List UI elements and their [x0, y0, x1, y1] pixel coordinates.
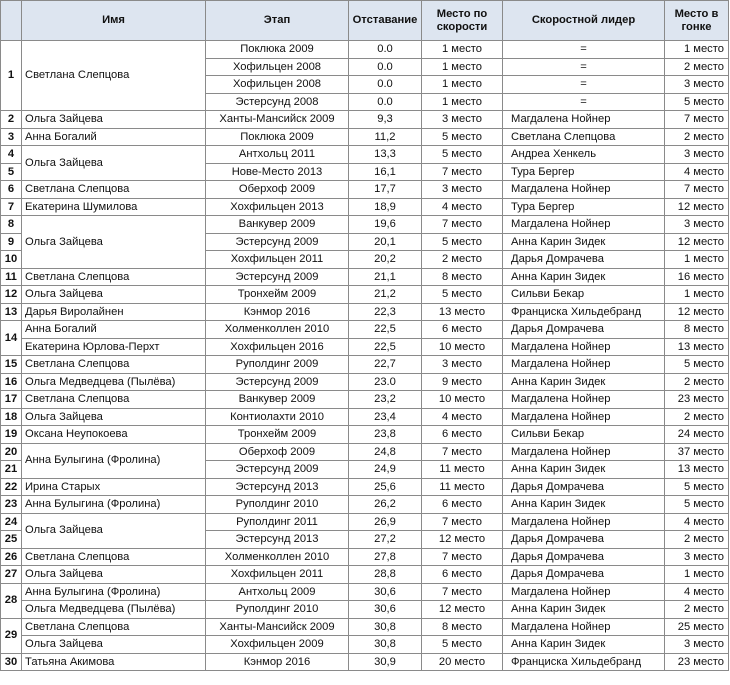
gap-value: 0.0	[349, 41, 422, 59]
gap-value: 11,2	[349, 128, 422, 146]
speed-place: 12 место	[422, 531, 503, 549]
stage-name: Антхольц 2011	[206, 146, 349, 164]
row-number: 8	[1, 216, 22, 234]
table-row	[1, 268, 729, 286]
race-place: 12 место	[665, 303, 729, 321]
race-place: 2 место	[665, 128, 729, 146]
race-place: 2 место	[665, 408, 729, 426]
row-number: 19	[1, 426, 22, 444]
athlete-name: Ольга Зайцева	[22, 636, 206, 654]
table-row	[1, 583, 729, 601]
athlete-name: Светлана Слепцова	[22, 181, 206, 199]
athlete-name: Дарья Виролайнен	[22, 303, 206, 321]
table-row	[1, 338, 729, 356]
speed-leader: Магдалена Нойнер	[503, 443, 665, 461]
athlete-name: Татьяна Акимова	[22, 653, 206, 671]
gap-value: 20,1	[349, 233, 422, 251]
table-row	[1, 566, 729, 584]
gap-value: 22,5	[349, 321, 422, 339]
athlete-name: Светлана Слепцова	[22, 391, 206, 409]
athlete-name: Ольга Зайцева	[22, 286, 206, 304]
speed-leader: Анна Карин Зидек	[503, 373, 665, 391]
speed-place: 5 место	[422, 636, 503, 654]
gap-value: 21,1	[349, 268, 422, 286]
gap-value: 28,8	[349, 566, 422, 584]
header-name: Имя	[22, 1, 206, 41]
row-number: 30	[1, 653, 22, 671]
athlete-name: Анна Богалий	[22, 321, 206, 339]
speed-place: 6 место	[422, 496, 503, 514]
stage-name: Оберхоф 2009	[206, 181, 349, 199]
speed-place: 3 место	[422, 181, 503, 199]
speed-place: 6 место	[422, 566, 503, 584]
table-row	[1, 128, 729, 146]
speed-place: 8 место	[422, 618, 503, 636]
gap-value: 27,2	[349, 531, 422, 549]
athlete-name: Ольга Медведцева (Пылёва)	[22, 601, 206, 619]
stage-name: Холменколлен 2010	[206, 321, 349, 339]
header-num	[1, 1, 22, 41]
gap-value: 23,4	[349, 408, 422, 426]
gap-value: 22,3	[349, 303, 422, 321]
stage-name: Ханты-Мансийск 2009	[206, 618, 349, 636]
speed-leader: Дарья Домрачева	[503, 548, 665, 566]
stage-name: Руполдинг 2009	[206, 356, 349, 374]
stage-name: Антхольц 2009	[206, 583, 349, 601]
gap-value: 0.0	[349, 76, 422, 94]
stage-name: Поклюка 2009	[206, 128, 349, 146]
row-number: 28	[1, 583, 22, 618]
speed-place: 7 место	[422, 216, 503, 234]
stage-name: Контиолахти 2010	[206, 408, 349, 426]
row-number: 22	[1, 478, 22, 496]
table-row	[1, 181, 729, 199]
table-row	[1, 373, 729, 391]
gap-value: 21,2	[349, 286, 422, 304]
race-place: 2 место	[665, 601, 729, 619]
row-number: 20	[1, 443, 22, 461]
speed-leader: Светлана Слепцова	[503, 128, 665, 146]
table-row	[1, 321, 729, 339]
speed-leader: Анна Карин Зидек	[503, 636, 665, 654]
speed-place: 2 место	[422, 251, 503, 269]
athlete-name: Светлана Слепцова	[22, 268, 206, 286]
table-row	[1, 496, 729, 514]
race-place: 25 место	[665, 618, 729, 636]
athlete-name: Светлана Слепцова	[22, 41, 206, 111]
table-row	[1, 111, 729, 129]
gap-value: 23,2	[349, 391, 422, 409]
race-place: 5 место	[665, 93, 729, 111]
stage-name: Нове-Место 2013	[206, 163, 349, 181]
athlete-name: Анна Богалий	[22, 128, 206, 146]
stage-name: Эстерсунд 2009	[206, 373, 349, 391]
stage-name: Оберхоф 2009	[206, 443, 349, 461]
speed-leader: Тура Бергер	[503, 163, 665, 181]
row-number: 26	[1, 548, 22, 566]
header-gap: Отставание	[349, 1, 422, 41]
speed-leader: Магдалена Нойнер	[503, 181, 665, 199]
row-number: 15	[1, 356, 22, 374]
race-place: 16 место	[665, 268, 729, 286]
table-row	[1, 636, 729, 654]
gap-value: 27,8	[349, 548, 422, 566]
speed-leader: Магдалена Нойнер	[503, 583, 665, 601]
speed-leader: =	[503, 41, 665, 59]
header-speed-place: Место по скорости	[422, 1, 503, 41]
header-stage: Этап	[206, 1, 349, 41]
speed-leader: Дарья Домрачева	[503, 478, 665, 496]
gap-value: 26,9	[349, 513, 422, 531]
speed-leader: Анна Карин Зидек	[503, 268, 665, 286]
race-place: 3 место	[665, 146, 729, 164]
athlete-name: Оксана Неупокоева	[22, 426, 206, 444]
stage-name: Эстерсунд 2009	[206, 461, 349, 479]
gap-value: 16,1	[349, 163, 422, 181]
speed-leader: Магдалена Нойнер	[503, 408, 665, 426]
athlete-name: Светлана Слепцова	[22, 356, 206, 374]
athlete-name: Ольга Зайцева	[22, 408, 206, 426]
stage-name: Хохфильцен 2009	[206, 636, 349, 654]
table-row	[1, 426, 729, 444]
row-number: 27	[1, 566, 22, 584]
race-place: 3 место	[665, 216, 729, 234]
stage-name: Хохфильцен 2013	[206, 198, 349, 216]
header-leader: Скоростной лидер	[503, 1, 665, 41]
athlete-name: Ольга Зайцева	[22, 111, 206, 129]
stage-name: Руполдинг 2010	[206, 601, 349, 619]
table-row	[1, 198, 729, 216]
speed-place: 7 место	[422, 513, 503, 531]
race-place: 5 место	[665, 356, 729, 374]
gap-value: 22,5	[349, 338, 422, 356]
speed-place: 7 место	[422, 163, 503, 181]
race-place: 1 место	[665, 566, 729, 584]
speed-leader: Дарья Домрачева	[503, 321, 665, 339]
row-number: 29	[1, 618, 22, 653]
row-number: 11	[1, 268, 22, 286]
speed-place: 1 место	[422, 41, 503, 59]
speed-place: 20 место	[422, 653, 503, 671]
row-number: 17	[1, 391, 22, 409]
race-place: 13 место	[665, 461, 729, 479]
race-place: 3 место	[665, 636, 729, 654]
race-place: 2 место	[665, 531, 729, 549]
gap-value: 23,8	[349, 426, 422, 444]
row-number: 24	[1, 513, 22, 531]
race-place: 2 место	[665, 58, 729, 76]
row-number: 4	[1, 146, 22, 164]
speed-place: 1 место	[422, 58, 503, 76]
gap-value: 30,6	[349, 601, 422, 619]
athlete-name: Екатерина Юрлова-Перхт	[22, 338, 206, 356]
athlete-name: Светлана Слепцова	[22, 548, 206, 566]
race-place: 1 место	[665, 251, 729, 269]
speed-place: 7 место	[422, 443, 503, 461]
table-row	[1, 618, 729, 636]
speed-leader: Анна Карин Зидек	[503, 461, 665, 479]
race-place: 5 место	[665, 496, 729, 514]
race-place: 13 место	[665, 338, 729, 356]
race-place: 12 место	[665, 198, 729, 216]
race-place: 3 место	[665, 548, 729, 566]
speed-leader: Дарья Домрачева	[503, 566, 665, 584]
stage-name: Тронхейм 2009	[206, 286, 349, 304]
table-body	[1, 41, 729, 671]
gap-value: 13,3	[349, 146, 422, 164]
speed-place: 1 место	[422, 93, 503, 111]
stage-name: Хохфильцен 2016	[206, 338, 349, 356]
gap-value: 0.0	[349, 58, 422, 76]
speed-leader: Тура Бергер	[503, 198, 665, 216]
stage-name: Эстерсунд 2009	[206, 233, 349, 251]
speed-leader: Магдалена Нойнер	[503, 356, 665, 374]
speed-leader: =	[503, 93, 665, 111]
gap-value: 26,2	[349, 496, 422, 514]
gap-value: 0.0	[349, 93, 422, 111]
athlete-name: Ольга Зайцева	[22, 513, 206, 548]
table-row	[1, 443, 729, 461]
race-place: 1 место	[665, 41, 729, 59]
row-number: 6	[1, 181, 22, 199]
row-number: 10	[1, 251, 22, 269]
stage-name: Кэнмор 2016	[206, 653, 349, 671]
speed-leader: Магдалена Нойнер	[503, 338, 665, 356]
speed-place: 8 место	[422, 268, 503, 286]
speed-place: 12 место	[422, 601, 503, 619]
row-number: 7	[1, 198, 22, 216]
stage-name: Руполдинг 2011	[206, 513, 349, 531]
race-place: 23 место	[665, 653, 729, 671]
table-row	[1, 146, 729, 164]
race-place: 7 место	[665, 181, 729, 199]
race-place: 37 место	[665, 443, 729, 461]
gap-value: 30,8	[349, 618, 422, 636]
speed-place: 11 место	[422, 461, 503, 479]
race-place: 5 место	[665, 478, 729, 496]
row-number: 25	[1, 531, 22, 549]
gap-value: 30,6	[349, 583, 422, 601]
speed-place: 10 место	[422, 338, 503, 356]
row-number: 16	[1, 373, 22, 391]
athlete-name: Анна Булыгина (Фролина)	[22, 496, 206, 514]
speed-leader: Дарья Домрачева	[503, 531, 665, 549]
speed-leader: Магдалена Нойнер	[503, 391, 665, 409]
athlete-name: Ольга Зайцева	[22, 566, 206, 584]
row-number: 18	[1, 408, 22, 426]
speed-leader: Магдалена Нойнер	[503, 216, 665, 234]
speed-leader: Франциска Хильдебранд	[503, 653, 665, 671]
stage-name: Хохфильцен 2011	[206, 566, 349, 584]
stage-name: Ванкувер 2009	[206, 391, 349, 409]
table-row	[1, 356, 729, 374]
header-race-place: Место в гонке	[665, 1, 729, 41]
speed-leader: =	[503, 58, 665, 76]
speed-leader: Франциска Хильдебранд	[503, 303, 665, 321]
speed-leader: Анна Карин Зидек	[503, 601, 665, 619]
speed-place: 10 место	[422, 391, 503, 409]
speed-place: 7 место	[422, 548, 503, 566]
speed-leader: Магдалена Нойнер	[503, 513, 665, 531]
stage-name: Ханты-Мансийск 2009	[206, 111, 349, 129]
athlete-name: Ольга Зайцева	[22, 216, 206, 269]
row-number: 3	[1, 128, 22, 146]
speed-leader: Сильви Бекар	[503, 426, 665, 444]
athlete-name: Екатерина Шумилова	[22, 198, 206, 216]
speed-leader: Магдалена Нойнер	[503, 111, 665, 129]
table-row	[1, 653, 729, 671]
speed-place: 5 место	[422, 233, 503, 251]
header-row	[1, 1, 729, 41]
athlete-name: Анна Булыгина (Фролина)	[22, 443, 206, 478]
table-row	[1, 601, 729, 619]
race-place: 7 место	[665, 111, 729, 129]
row-number: 21	[1, 461, 22, 479]
speed-leader: =	[503, 76, 665, 94]
speed-leader: Анна Карин Зидек	[503, 496, 665, 514]
table-row	[1, 303, 729, 321]
table-row	[1, 478, 729, 496]
table-row	[1, 286, 729, 304]
athlete-name: Анна Булыгина (Фролина)	[22, 583, 206, 601]
gap-value: 24,8	[349, 443, 422, 461]
speed-place: 13 место	[422, 303, 503, 321]
stage-name: Эстерсунд 2008	[206, 93, 349, 111]
stage-name: Хохфильцен 2011	[206, 251, 349, 269]
table-row	[1, 216, 729, 234]
row-number: 1	[1, 41, 22, 111]
stage-name: Хофильцен 2008	[206, 76, 349, 94]
speed-leader: Сильви Бекар	[503, 286, 665, 304]
speed-place: 7 место	[422, 583, 503, 601]
stage-name: Поклюка 2009	[206, 41, 349, 59]
stage-name: Руполдинг 2010	[206, 496, 349, 514]
speed-place: 5 место	[422, 146, 503, 164]
speed-leader: Магдалена Нойнер	[503, 618, 665, 636]
table-row	[1, 513, 729, 531]
gap-value: 19,6	[349, 216, 422, 234]
speed-place: 6 место	[422, 426, 503, 444]
speed-place: 3 место	[422, 111, 503, 129]
race-place: 23 место	[665, 391, 729, 409]
athlete-name: Ирина Старых	[22, 478, 206, 496]
speed-place: 4 место	[422, 198, 503, 216]
row-number: 13	[1, 303, 22, 321]
speed-place: 9 место	[422, 373, 503, 391]
gap-value: 9,3	[349, 111, 422, 129]
table-row	[1, 548, 729, 566]
gap-value: 17,7	[349, 181, 422, 199]
gap-value: 22,7	[349, 356, 422, 374]
row-number: 5	[1, 163, 22, 181]
athlete-name: Ольга Зайцева	[22, 146, 206, 181]
row-number: 14	[1, 321, 22, 356]
gap-value: 23.0	[349, 373, 422, 391]
speed-place: 5 место	[422, 286, 503, 304]
speed-place: 4 место	[422, 408, 503, 426]
row-number: 9	[1, 233, 22, 251]
stage-name: Тронхейм 2009	[206, 426, 349, 444]
speed-place: 3 место	[422, 356, 503, 374]
speed-leader: Андреа Хенкель	[503, 146, 665, 164]
stage-name: Холменколлен 2010	[206, 548, 349, 566]
speed-leader: Дарья Домрачева	[503, 251, 665, 269]
stage-name: Кэнмор 2016	[206, 303, 349, 321]
stage-name: Эстерсунд 2013	[206, 531, 349, 549]
race-place: 24 место	[665, 426, 729, 444]
athlete-name: Светлана Слепцова	[22, 618, 206, 636]
stage-name: Хофильцен 2008	[206, 58, 349, 76]
race-place: 2 место	[665, 373, 729, 391]
gap-value: 30,8	[349, 636, 422, 654]
speed-place: 1 место	[422, 76, 503, 94]
row-number: 23	[1, 496, 22, 514]
race-place: 4 место	[665, 513, 729, 531]
table-row	[1, 391, 729, 409]
race-place: 4 место	[665, 163, 729, 181]
speed-place: 6 место	[422, 321, 503, 339]
stage-name: Эстерсунд 2009	[206, 268, 349, 286]
race-place: 12 место	[665, 233, 729, 251]
gap-value: 25,6	[349, 478, 422, 496]
speed-place: 5 место	[422, 128, 503, 146]
row-number: 2	[1, 111, 22, 129]
row-number: 12	[1, 286, 22, 304]
race-place: 3 место	[665, 76, 729, 94]
gap-value: 18,9	[349, 198, 422, 216]
speed-place: 11 место	[422, 478, 503, 496]
race-place: 8 место	[665, 321, 729, 339]
gap-value: 30,9	[349, 653, 422, 671]
race-place: 4 место	[665, 583, 729, 601]
stage-name: Эстерсунд 2013	[206, 478, 349, 496]
race-place: 1 место	[665, 286, 729, 304]
stage-name: Ванкувер 2009	[206, 216, 349, 234]
table-row	[1, 408, 729, 426]
speed-leader: Анна Карин Зидек	[503, 233, 665, 251]
gap-value: 20,2	[349, 251, 422, 269]
gap-value: 24,9	[349, 461, 422, 479]
table-row	[1, 41, 729, 59]
athlete-name: Ольга Медведцева (Пылёва)	[22, 373, 206, 391]
